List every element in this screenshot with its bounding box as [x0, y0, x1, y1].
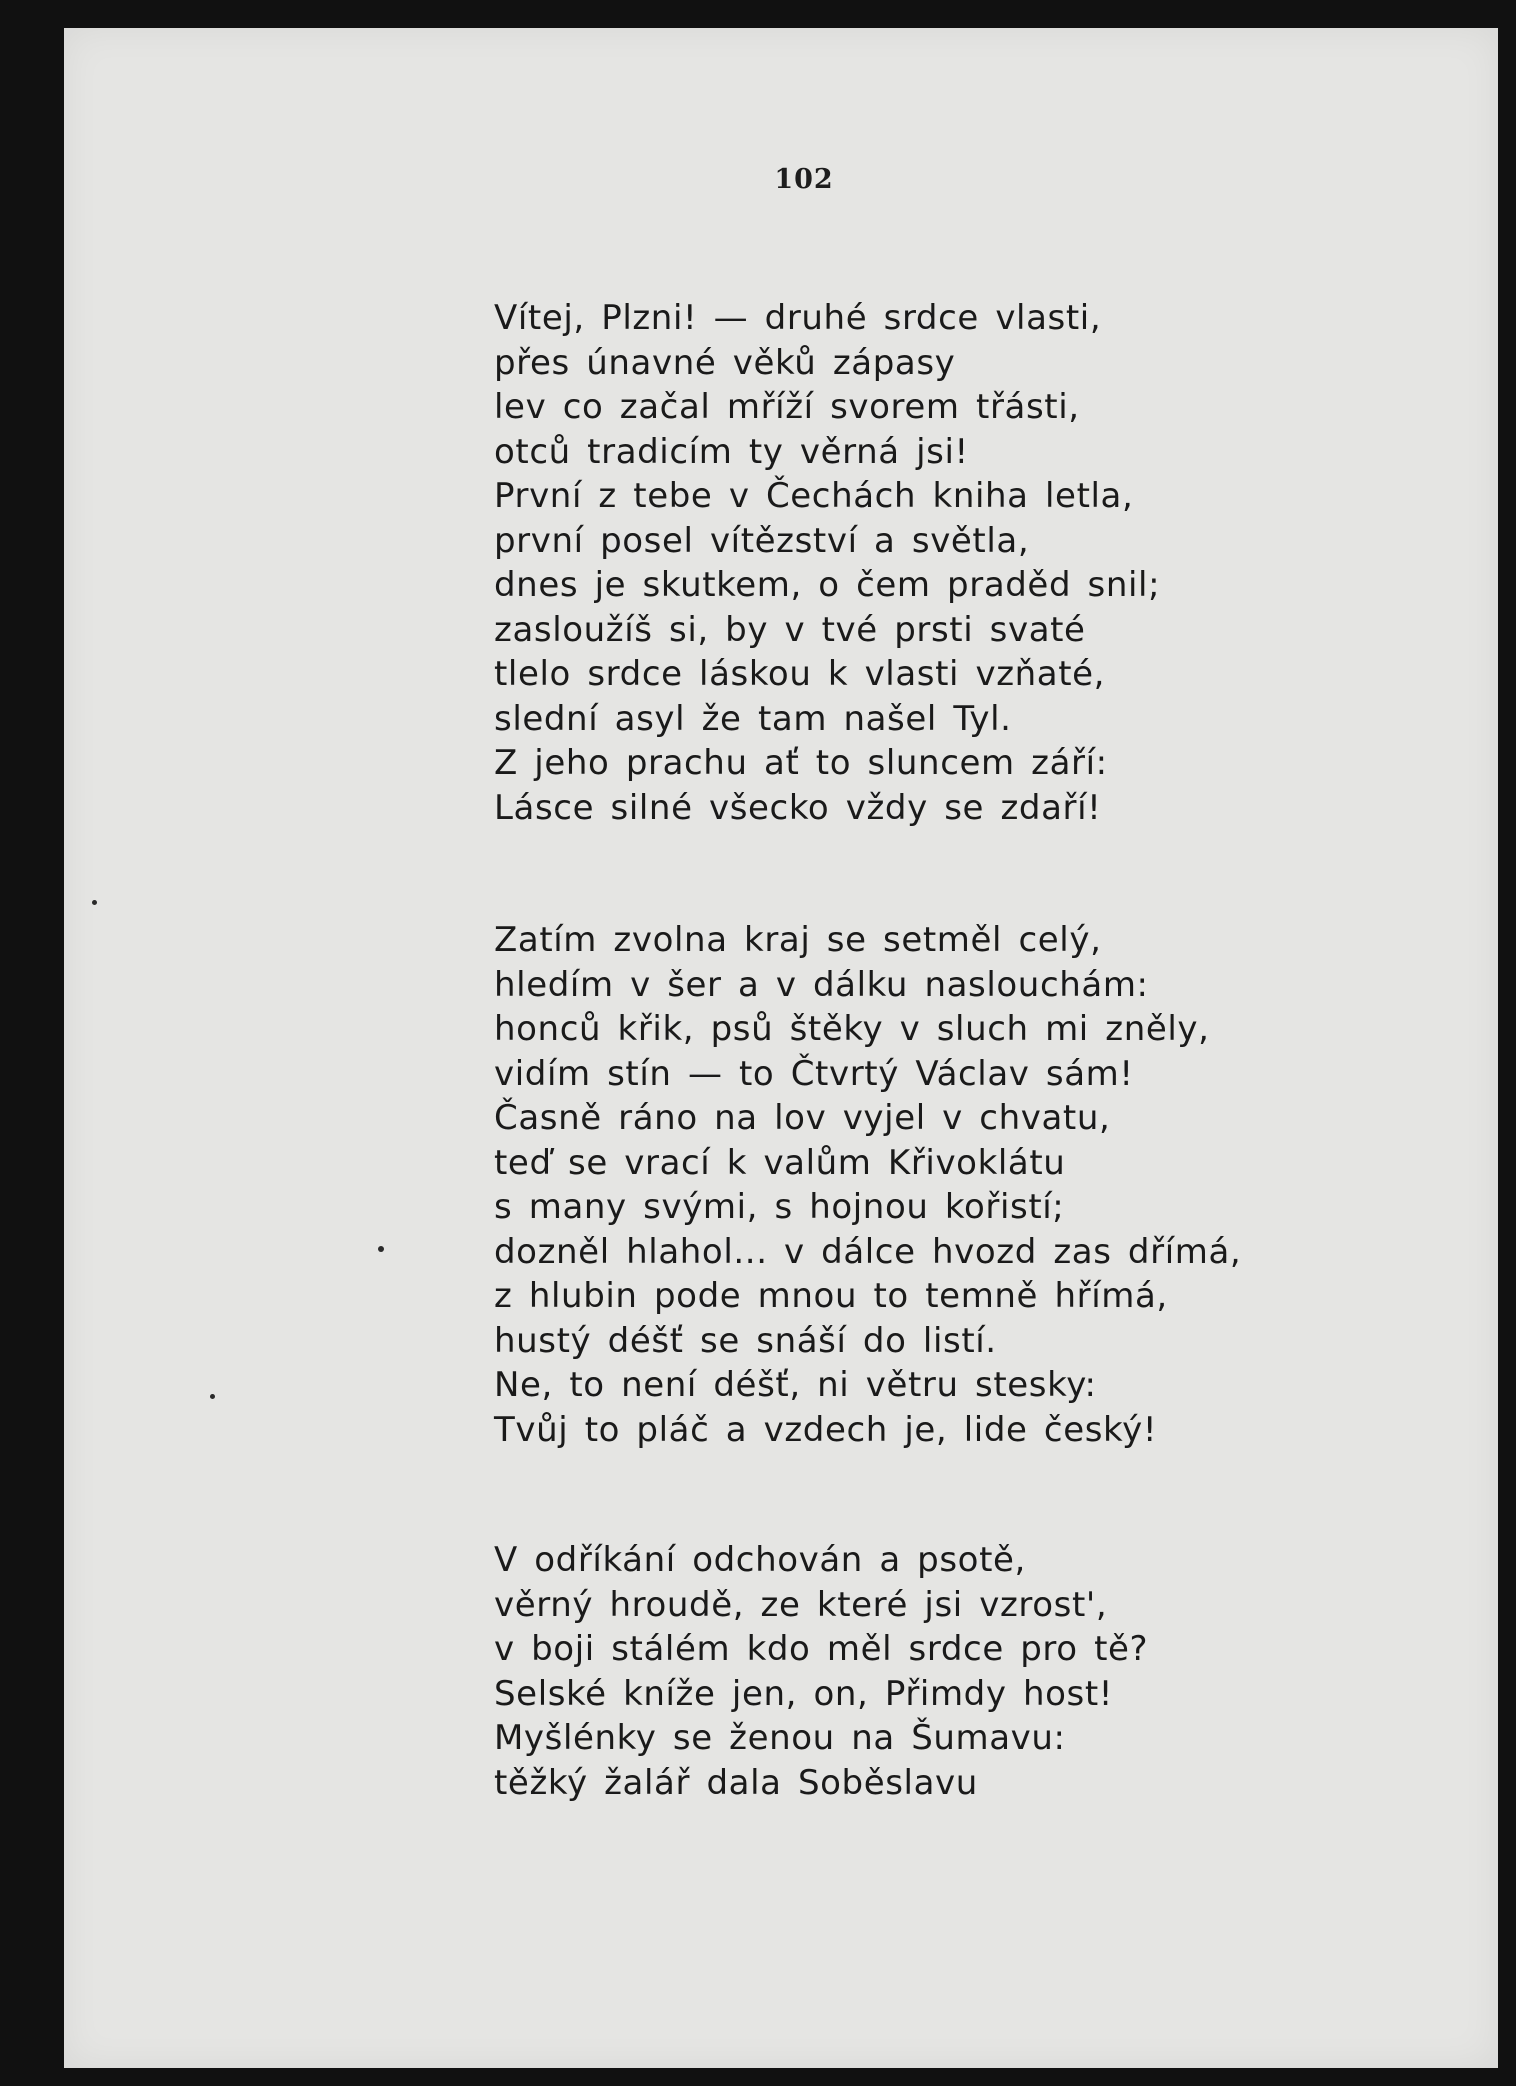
verse-line: z hlubin pode mnou to temně hřímá, — [494, 1276, 1168, 1316]
verse-line: lev co začal mříží svorem třásti, — [494, 387, 1080, 427]
verse-line: Zatím zvolna kraj se setměl celý, — [494, 920, 1102, 960]
verse-line: V odříkání odchován a psotě, — [494, 1540, 1026, 1580]
verse-line: s many svými, s hojnou kořistí; — [494, 1187, 1065, 1227]
verse-line: hustý déšť se snáší do listí. — [494, 1320, 997, 1361]
verse-line: Ne, to není déšť, ni větru stesky: — [494, 1365, 1097, 1405]
verse-line: Myšlénky se ženou na Šumavu: — [494, 1718, 1066, 1758]
verse-line: v boji stálém kdo měl srdce pro tě? — [494, 1629, 1149, 1669]
scan-speck — [92, 900, 97, 905]
verse-line: dnes je skutkem, o čem praděd snil; — [494, 565, 1161, 605]
verse-line: Selské kníže jen, on, Přimdy host! — [494, 1673, 1114, 1714]
stanza-1 — [494, 296, 1160, 830]
verse-line: těžký žalář dala Soběslavu — [494, 1762, 978, 1803]
verse-line: dozněl hlahol... v dálce hvozd zas dřímá, — [494, 1231, 1242, 1272]
verse-line: zasloužíš si, by v tvé prsti svaté — [494, 609, 1086, 650]
verse-line: první posel vítězství a světla, — [494, 520, 1030, 561]
verse-line: Vítej, Plzni! — druhé srdce vlasti, — [494, 298, 1102, 338]
scan-speck — [378, 1246, 384, 1252]
verse-line: Z jeho prachu ať to sluncem září: — [494, 743, 1108, 783]
verse-line: slední asyl že tam našel Tyl. — [494, 698, 1012, 739]
verse-line: otců tradicím ty věrná jsi! — [494, 431, 969, 472]
book-page — [64, 28, 1498, 2068]
verse-line: První z tebe v Čechách kniha letla, — [494, 476, 1134, 516]
scan-speck — [210, 1394, 215, 1399]
verse-line: Časně ráno na lov vyjel v chvatu, — [494, 1098, 1111, 1138]
stanza-3 — [494, 1538, 1148, 1805]
verse-line: vidím stín — to Čtvrtý Václav sám! — [494, 1053, 1134, 1094]
verse-line: hledím v šer a v dálku naslouchám: — [494, 964, 1149, 1005]
verse-line: přes únavné věků zápasy — [494, 342, 956, 383]
verse-line: teď se vrací k valům Křivoklátu — [494, 1142, 1066, 1183]
verse-line: tlelo srdce láskou k vlasti vzňaté, — [494, 654, 1106, 694]
stanza-2 — [494, 918, 1241, 1452]
verse-line: Lásce silné všecko vždy se zdaří! — [494, 787, 1102, 828]
page-number: 102 — [774, 164, 834, 195]
verse-line: honců křik, psů štěky v sluch mi zněly, — [494, 1009, 1210, 1049]
verse-line: Tvůj to pláč a vzdech je, lide český! — [494, 1409, 1158, 1450]
verse-line: věrný hroudě, ze které jsi vzrost', — [494, 1584, 1108, 1625]
